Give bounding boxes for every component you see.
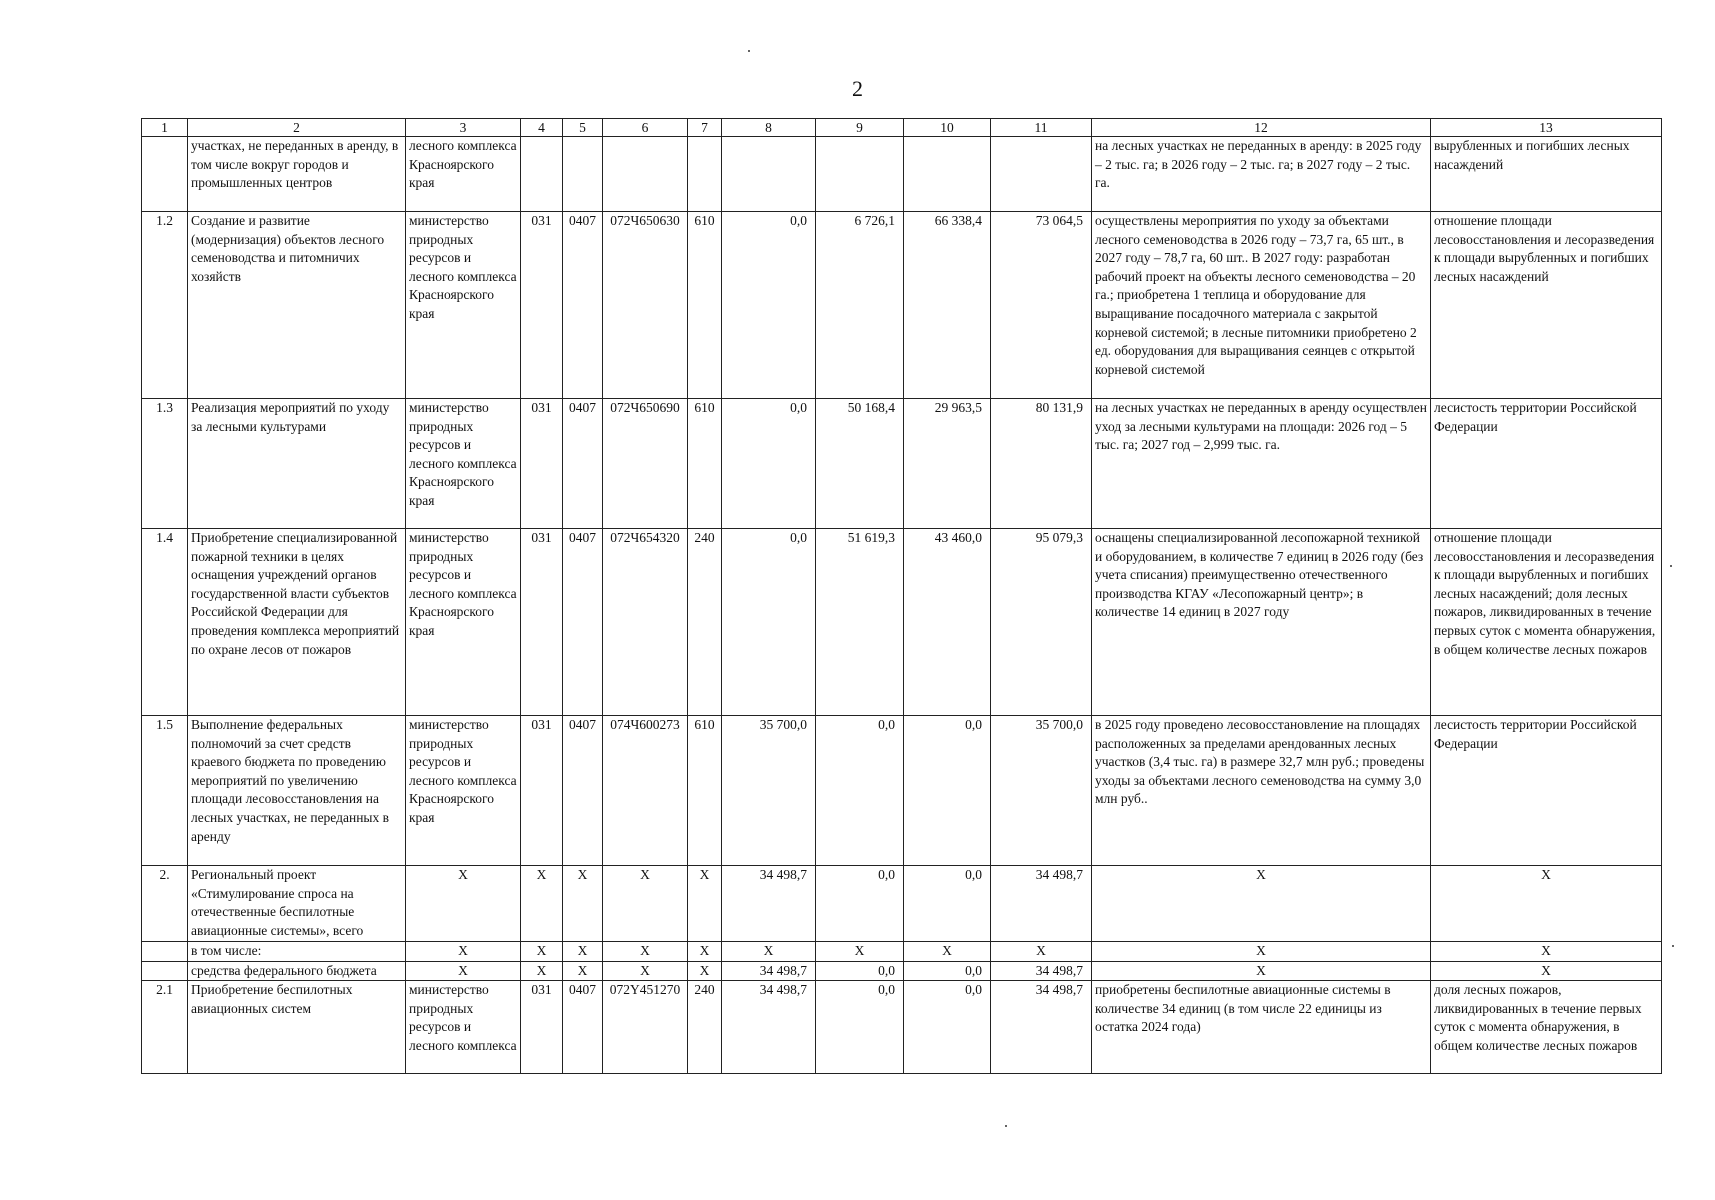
indicator: Х <box>1431 942 1662 962</box>
vr-code: 240 <box>688 529 722 716</box>
amount-2026: 0,0 <box>816 866 904 942</box>
amount-2026: 51 619,3 <box>816 529 904 716</box>
header-cell: 9 <box>816 119 904 137</box>
amount-total: 34 498,7 <box>991 961 1092 981</box>
csr-code: Х <box>603 866 688 942</box>
grbs-code: 031 <box>521 212 563 399</box>
scan-speck <box>1672 945 1674 947</box>
header-cell: 3 <box>406 119 521 137</box>
vr-code: 610 <box>688 399 722 529</box>
amount-total: 80 131,9 <box>991 399 1092 529</box>
measure-name: Создание и развитие (модернизация) объектов лесного семеноводства и питомничих хозяйств <box>188 212 406 399</box>
vr-code: 610 <box>688 212 722 399</box>
amount-2025: 35 700,0 <box>722 716 816 866</box>
amount-2027: 0,0 <box>904 866 991 942</box>
indicator: лесистость территории Российской Федерации <box>1431 399 1662 529</box>
expected-result: Х <box>1092 961 1431 981</box>
measure-name: Приобретение специализированной пожарной техники в целях оснащения учреждений органов государственной власти субъектов Российской Федерации для проведения комплекса мероприятий по охране лесов от пожаров <box>188 529 406 716</box>
responsible: министерство природных ресурсов и лесного комплекса Красноярского края <box>406 399 521 529</box>
row-number <box>142 961 188 981</box>
csr-code: 074Ч600273 <box>603 716 688 866</box>
header-row <box>142 119 1662 137</box>
responsible: Х <box>406 961 521 981</box>
row-number: 1.4 <box>142 529 188 716</box>
amount-2025: 0,0 <box>722 399 816 529</box>
measure-name: Реализация мероприятий по уходу за лесными культурами <box>188 399 406 529</box>
table-row <box>142 212 1662 399</box>
amount-2025: 0,0 <box>722 529 816 716</box>
amount-2026: 50 168,4 <box>816 399 904 529</box>
amount-total: Х <box>991 942 1092 962</box>
header-cell: 6 <box>603 119 688 137</box>
vr-code: Х <box>688 942 722 962</box>
table-row <box>142 529 1662 716</box>
amount-2025: 34 498,7 <box>722 981 816 1074</box>
csr-code: Х <box>603 942 688 962</box>
amount-2026: Х <box>816 942 904 962</box>
amount-total: 35 700,0 <box>991 716 1092 866</box>
amount-2025: Х <box>722 942 816 962</box>
measure-name: средства федерального бюджета <box>188 961 406 981</box>
expected-result: в 2025 году проведено лесовосстановление на площадях расположенных за пределами арендованных лесных участков (3,4 тыс. га) в размере 32,7 млн руб.; проведены уходы за объектами лесного семеноводства на сумму 3,0 млн руб.. <box>1092 716 1431 866</box>
indicator: лесистость территории Российской Федерации <box>1431 716 1662 866</box>
grbs-code: 031 <box>521 981 563 1074</box>
rzpr-code: 0407 <box>563 399 603 529</box>
header-cell: 2 <box>188 119 406 137</box>
expected-result: Х <box>1092 866 1431 942</box>
amount-2026 <box>816 137 904 212</box>
measure-name: Приобретение беспилотных авиационных систем <box>188 981 406 1074</box>
amount-2025 <box>722 137 816 212</box>
header-cell: 11 <box>991 119 1092 137</box>
amount-2026: 0,0 <box>816 981 904 1074</box>
rzpr-code: Х <box>563 866 603 942</box>
amount-2026: 0,0 <box>816 716 904 866</box>
csr-code: 072Y451270 <box>603 981 688 1074</box>
indicator: отношение площади лесовосстановления и лесоразведения к площади вырубленных и погибших лесных насаждений; доля лесных пожаров, ликвидированных в течение первых суток с момента обнаружения, в общем количестве лесных пожаров <box>1431 529 1662 716</box>
header-cell: 4 <box>521 119 563 137</box>
vr-code: Х <box>688 866 722 942</box>
csr-code: 072Ч654320 <box>603 529 688 716</box>
responsible: министерство природных ресурсов и лесного комплекса Красноярского края <box>406 212 521 399</box>
csr-code <box>603 137 688 212</box>
row-number <box>142 137 188 212</box>
rzpr-code: 0407 <box>563 212 603 399</box>
responsible: лесного комплекса Красноярского края <box>406 137 521 212</box>
vr-code <box>688 137 722 212</box>
page-number: 2 <box>852 76 863 101</box>
indicator: вырубленных и погибших лесных насаждений <box>1431 137 1662 212</box>
vr-code: 240 <box>688 981 722 1074</box>
amount-total: 34 498,7 <box>991 981 1092 1074</box>
grbs-code <box>521 137 563 212</box>
indicator: Х <box>1431 961 1662 981</box>
table-row <box>142 716 1662 866</box>
amount-total: 95 079,3 <box>991 529 1092 716</box>
amount-2025: 0,0 <box>722 212 816 399</box>
measure-name: Выполнение федеральных полномочий за счет средств краевого бюджета по проведению мероприятий по увеличению площади лесовосстановления на лесных участках, не переданных в аренду <box>188 716 406 866</box>
table-row <box>142 399 1662 529</box>
row-number: 1.5 <box>142 716 188 866</box>
grbs-code: 031 <box>521 399 563 529</box>
amount-2027: 0,0 <box>904 961 991 981</box>
responsible: министерство природных ресурсов и лесного комплекса Красноярского края <box>406 529 521 716</box>
amount-2027: 29 963,5 <box>904 399 991 529</box>
table-row <box>142 137 1662 212</box>
rzpr-code: 0407 <box>563 529 603 716</box>
scan-speck <box>748 50 750 52</box>
amount-2026: 6 726,1 <box>816 212 904 399</box>
amount-2027 <box>904 137 991 212</box>
measure-name: в том числе: <box>188 942 406 962</box>
csr-code: 072Ч650630 <box>603 212 688 399</box>
expected-result: Х <box>1092 942 1431 962</box>
row-number <box>142 942 188 962</box>
amount-total: 73 064,5 <box>991 212 1092 399</box>
grbs-code: 031 <box>521 529 563 716</box>
program-table <box>141 118 1662 1074</box>
indicator: отношение площади лесовосстановления и лесоразведения к площади вырубленных и погибших лесных насаждений <box>1431 212 1662 399</box>
amount-2025: 34 498,7 <box>722 961 816 981</box>
table-row <box>142 961 1662 981</box>
amount-total <box>991 137 1092 212</box>
rzpr-code: Х <box>563 942 603 962</box>
grbs-code: Х <box>521 942 563 962</box>
responsible: министерство природных ресурсов и лесного комплекса Красноярского края <box>406 716 521 866</box>
responsible: министерство природных ресурсов и лесного комплекса <box>406 981 521 1074</box>
grbs-code: Х <box>521 961 563 981</box>
row-number: 2.1 <box>142 981 188 1074</box>
rzpr-code <box>563 137 603 212</box>
indicator: доля лесных пожаров, ликвидированных в течение первых суток с момента обнаружения, в общем количестве лесных пожаров <box>1431 981 1662 1074</box>
header-cell: 7 <box>688 119 722 137</box>
vr-code: Х <box>688 961 722 981</box>
header-cell: 5 <box>563 119 603 137</box>
row-number: 1.3 <box>142 399 188 529</box>
amount-2026: 0,0 <box>816 961 904 981</box>
expected-result: осуществлены мероприятия по уходу за объектами лесного семеноводства в 2026 году – 73,7 га, 65 шт., в 2027 году – 78,7 га, 60 шт.. В 2027 году: разработан рабочий проект на объекты лесного семеноводства – 20 га.; приобретена 1 теплица и оборудование для выращивание посадочного материала с закрытой корневой системой; в лесные питомники приобретено 2 ед. оборудования для выращивания сеянцев с открытой корневой системой <box>1092 212 1431 399</box>
amount-2027: Х <box>904 942 991 962</box>
header-cell: 8 <box>722 119 816 137</box>
rzpr-code: 0407 <box>563 981 603 1074</box>
measure-name: Региональный проект «Стимулирование спроса на отечественные беспилотные авиационные системы», всего <box>188 866 406 942</box>
amount-2025: 34 498,7 <box>722 866 816 942</box>
table-row <box>142 942 1662 962</box>
expected-result: оснащены специализированной лесопожарной техникой и оборудованием, в количестве 7 единиц в 2026 году (без учета списания) преимущественно отечественного производства КГАУ «Лесопожарный центр»; в количестве 14 единиц в 2027 году <box>1092 529 1431 716</box>
amount-2027: 0,0 <box>904 716 991 866</box>
header-cell: 13 <box>1431 119 1662 137</box>
grbs-code: Х <box>521 866 563 942</box>
table-row <box>142 866 1662 942</box>
rzpr-code: Х <box>563 961 603 981</box>
rzpr-code: 0407 <box>563 716 603 866</box>
expected-result: на лесных участках не переданных в аренду: в 2025 году – 2 тыс. га; в 2026 году – 2 тыс. га; в 2027 году – 2 тыс. га. <box>1092 137 1431 212</box>
expected-result: приобретены беспилотные авиационные системы в количестве 34 единиц (в том числе 22 единицы из остатка 2024 года) <box>1092 981 1431 1074</box>
amount-total: 34 498,7 <box>991 866 1092 942</box>
csr-code: 072Ч650690 <box>603 399 688 529</box>
measure-name: участках, не переданных в аренду, в том числе вокруг городов и промышленных центров <box>188 137 406 212</box>
responsible: Х <box>406 942 521 962</box>
responsible: Х <box>406 866 521 942</box>
expected-result: на лесных участках не переданных в аренду осуществлен уход за лесными культурами на площади: 2026 год – 5 тыс. га; 2027 год – 2,999 тыс. га. <box>1092 399 1431 529</box>
header-cell: 12 <box>1092 119 1431 137</box>
indicator: Х <box>1431 866 1662 942</box>
amount-2027: 66 338,4 <box>904 212 991 399</box>
scan-speck <box>1670 565 1672 567</box>
scan-speck <box>1005 1125 1007 1127</box>
table-row <box>142 981 1662 1074</box>
row-number: 2. <box>142 866 188 942</box>
header-cell: 10 <box>904 119 991 137</box>
header-cell: 1 <box>142 119 188 137</box>
amount-2027: 0,0 <box>904 981 991 1074</box>
amount-2027: 43 460,0 <box>904 529 991 716</box>
grbs-code: 031 <box>521 716 563 866</box>
csr-code: Х <box>603 961 688 981</box>
row-number: 1.2 <box>142 212 188 399</box>
vr-code: 610 <box>688 716 722 866</box>
